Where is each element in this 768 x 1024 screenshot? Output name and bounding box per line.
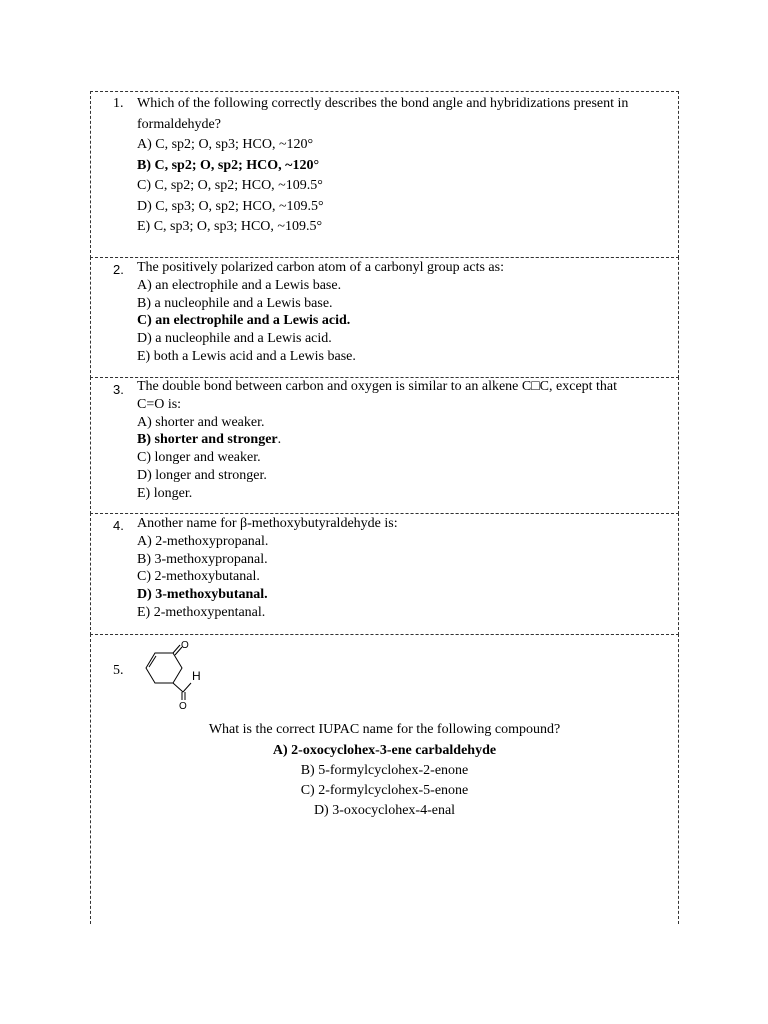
option-b-suffix: . — [277, 432, 282, 448]
option-e: E) longer. — [137, 485, 193, 501]
aldehyde-h-bond — [183, 683, 191, 692]
atom-label-h: H — [192, 669, 201, 683]
carbonyl-bond — [173, 645, 180, 653]
option-a: A) shorter and weaker. — [137, 414, 265, 430]
question-number: 3. — [113, 382, 124, 397]
question-text: Another name for β-methoxybutyraldehyde is: — [137, 516, 398, 531]
question-number: 1. — [113, 96, 124, 111]
question-number: 5. — [113, 663, 124, 678]
option-b: B) a nucleophile and a Lewis base. — [137, 295, 333, 311]
option-e: E) both a Lewis acid and a Lewis base. — [137, 348, 356, 364]
aldehyde-bond — [173, 683, 183, 692]
option-c: C) 2-formylcyclohex-5-enone — [300, 783, 469, 798]
question-text: The double bond between carbon and oxygen is similar to an alkene C□C, except that — [137, 379, 618, 394]
question-body — [137, 94, 670, 238]
option-c-correct: C) an electrophile and a Lewis acid. — [137, 313, 351, 329]
question-number: 4. — [113, 518, 124, 533]
question-1 — [90, 91, 679, 258]
option-b-correct: B) C, sp2; O, sp2; HCO, ~120° — [137, 157, 320, 173]
option-e: E) C, sp3; O, sp3; HCO, ~109.5° — [137, 219, 323, 234]
option-e: E) 2-methoxypentanal. — [137, 604, 266, 620]
ring-bonds — [146, 653, 182, 683]
question-text: What is the correct IUPAC name for the following compound? — [208, 722, 561, 737]
question-body — [137, 259, 670, 366]
option-c: C) 2-methoxybutanal. — [137, 569, 260, 585]
structure-diagram — [135, 639, 215, 711]
option-b-text: B) shorter and stronger — [137, 432, 278, 448]
question-body — [137, 515, 670, 622]
option-b-correct — [137, 431, 670, 449]
question-text: The positively polarized carbon atom of a carbonyl group acts as: — [137, 260, 504, 275]
option-d: D) 3-oxocyclohex-4-enal — [313, 803, 456, 818]
option-d: D) C, sp3; O, sp2; HCO, ~109.5° — [137, 198, 324, 214]
question-text: C=O is: — [137, 396, 182, 412]
question-text: Which of the following correctly describes the bond angle and hybridizations present in — [137, 96, 629, 111]
question-number: 2. — [113, 262, 124, 277]
atom-label-o: O — [179, 701, 187, 711]
question-2 — [90, 257, 679, 378]
option-c: C) C, sp2; O, sp2; HCO, ~109.5° — [137, 178, 323, 193]
option-d: D) a nucleophile and a Lewis acid. — [137, 331, 332, 347]
atom-label-o: O — [181, 640, 189, 651]
option-d-correct: D) 3-methoxybutanal. — [137, 587, 268, 603]
question-4 — [90, 513, 679, 635]
question-body — [137, 378, 670, 503]
option-c: C) longer and weaker. — [137, 450, 261, 466]
option-d: D) longer and stronger. — [137, 467, 267, 483]
option-a: A) C, sp2; O, sp3; HCO, ~120° — [137, 137, 314, 152]
option-b: B) 3-methoxypropanal. — [137, 551, 268, 567]
question-3 — [90, 377, 679, 514]
option-b: B) 5-formylcyclohex-2-enone — [300, 763, 469, 778]
option-a: A) an electrophile and a Lewis base. — [137, 277, 342, 293]
option-a-correct: A) 2-oxocyclohex-3-ene carbaldehyde — [272, 743, 497, 758]
question-5 — [90, 634, 679, 924]
option-a: A) 2-methoxypropanal. — [137, 533, 269, 549]
question-text: formaldehyde? — [137, 116, 221, 132]
